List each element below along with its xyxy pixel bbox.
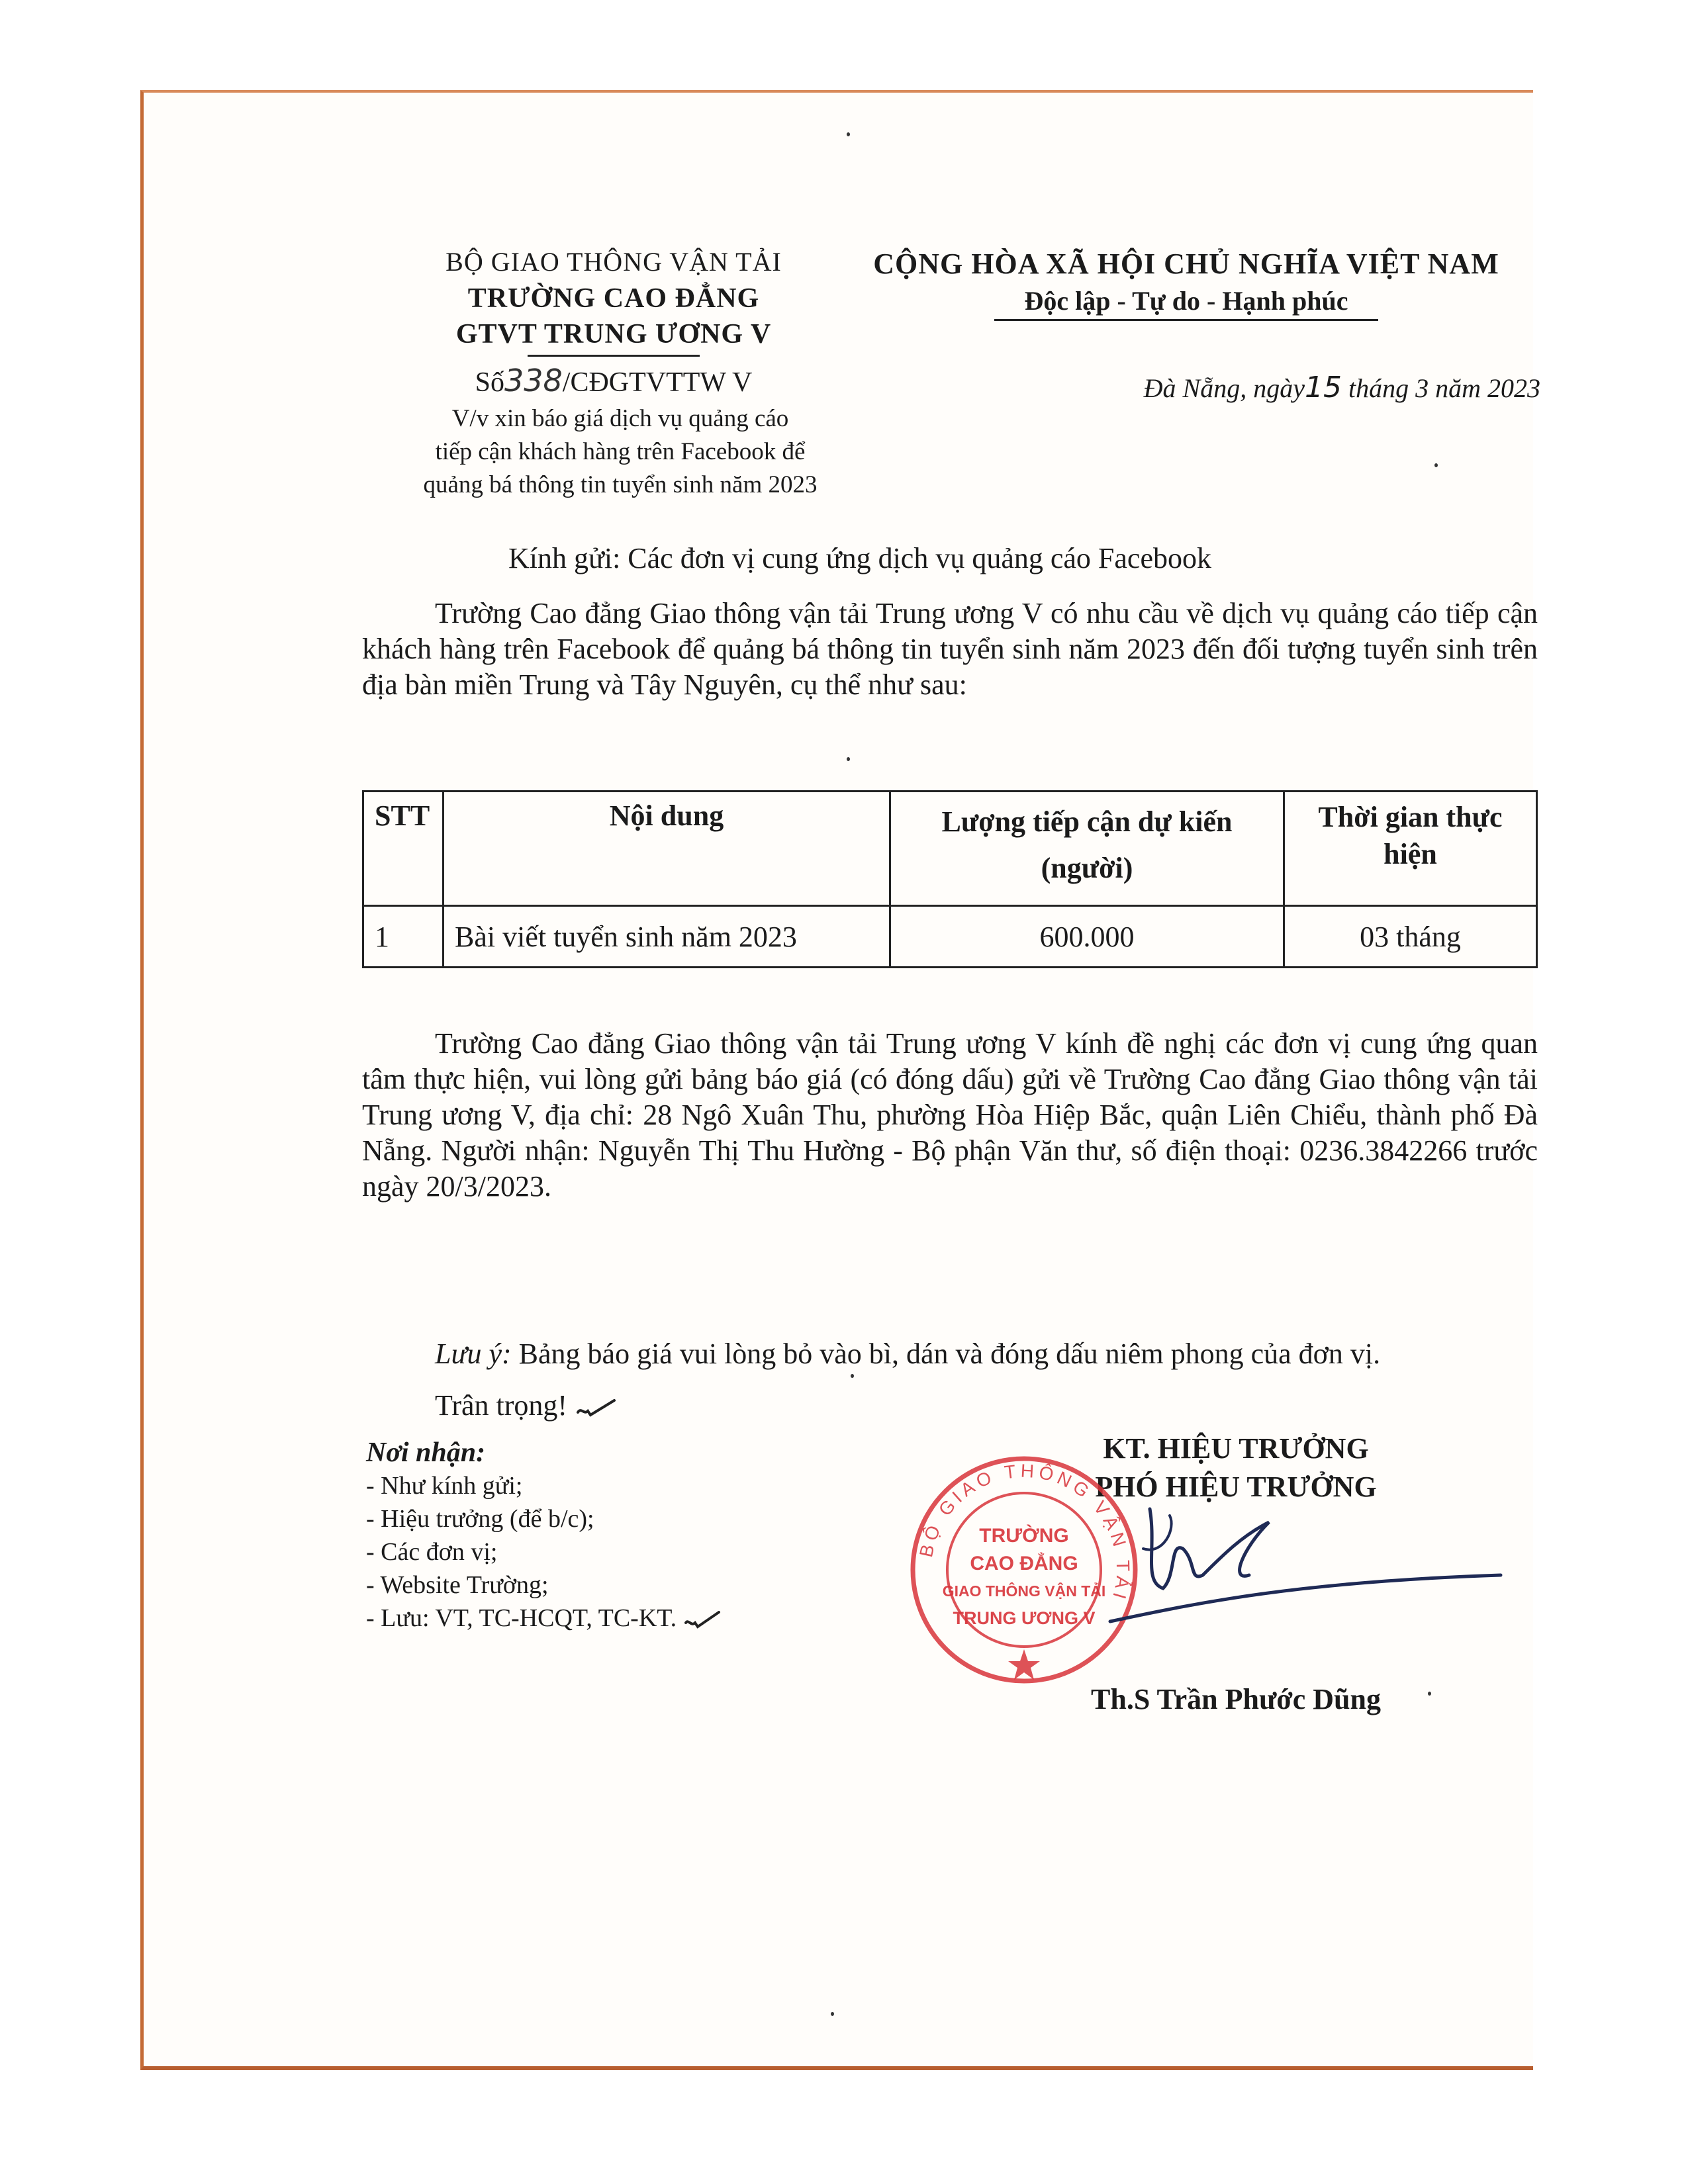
service-table (362, 790, 1538, 968)
doc-number-suffix: /CĐGTVTTW V (562, 367, 753, 398)
recipients-block (366, 1436, 896, 1635)
cell-stt: 1 (363, 906, 444, 968)
scan-speck (851, 1374, 854, 1378)
request-paragraph (362, 1026, 1538, 1205)
issuer-header (435, 244, 792, 357)
recipients-title: Nơi nhận: (366, 1437, 486, 1468)
national-header (806, 244, 1567, 321)
addressee: Kính gửi: Các đơn vị cung ứng dịch vụ quảng cáo Facebook (508, 542, 1211, 574)
doc-number-handwritten: 338 (504, 363, 563, 398)
school-name-line2: GTVT TRUNG ƯƠNG V (455, 319, 772, 349)
recipient-item: - Hiệu trưởng (để b/c); (366, 1505, 594, 1533)
scan-speck (847, 132, 850, 136)
cell-duration: 03 tháng (1284, 906, 1537, 968)
subject-line: quảng bá thông tin tuyển sinh năm 2023 (423, 471, 818, 498)
col-header-content: Nội dung (444, 792, 890, 906)
closing-text: Trân trọng! (435, 1389, 568, 1422)
note-label: Lưu ý: (435, 1338, 512, 1370)
ministry-name: BỘ GIAO THÔNG VẬN TẢI (445, 247, 782, 277)
note (362, 1337, 1538, 1371)
seal-line2: CAO ĐẲNG (970, 1553, 1078, 1574)
national-motto: Độc lập - Tự do - Hạnh phúc (1024, 286, 1348, 316)
scan-speck (831, 2012, 834, 2016)
subject-summary (395, 402, 845, 502)
table-row (363, 906, 1537, 968)
signatory-title-line1: KT. HIỆU TRƯỞNG (1103, 1432, 1369, 1465)
cell-reach: 600.000 (890, 906, 1284, 968)
seal-line4: TRUNG ƯƠNG V (953, 1608, 1096, 1628)
document-number (408, 363, 819, 398)
cell-content: Bài viết tuyển sinh năm 2023 (444, 906, 890, 968)
date-suffix: tháng 3 năm 2023 (1348, 373, 1540, 403)
handwritten-signature (1070, 1469, 1507, 1641)
seal-ring-text: BỘ GIAO THÔNG VẬN TẢI (915, 1460, 1134, 1606)
recipient-item: - Lưu: VT, TC-HCQT, TC-KT. (366, 1602, 896, 1635)
col-header-reach: Lượng tiếp cận dự kiến (người) (890, 792, 1284, 906)
nation-name: CỘNG HÒA XÃ HỘI CHỦ NGHĨA VIỆT NAM (873, 248, 1499, 280)
date-prefix: Đà Nẵng, ngày (1143, 373, 1305, 403)
date-day-handwritten: 15 (1305, 371, 1342, 404)
header-left-underline (528, 355, 700, 357)
subject-line: V/v xin báo giá dịch vụ quảng cáo (451, 405, 789, 432)
recipient-item: - Website Trường; (366, 1571, 549, 1599)
scan-speck (847, 757, 850, 761)
signatory-title-line2: PHÓ HIỆU TRƯỞNG (1095, 1471, 1377, 1503)
intro-paragraph (362, 596, 1538, 703)
signatory-name: Th.S Trần Phước Dũng (1091, 1683, 1381, 1715)
scan-speck (1428, 1692, 1431, 1696)
subject-line: tiếp cận khách hàng trên Facebook để (435, 438, 806, 465)
place-date (998, 371, 1540, 404)
motto-underline (994, 319, 1378, 321)
note-text: Bảng báo giá vui lòng bỏ vào bì, dán và đóng dấu niêm phong của đơn vị. (511, 1338, 1381, 1370)
recipient-item: - Các đơn vị; (366, 1538, 498, 1566)
intro-text: Trường Cao đẳng Giao thông vận tải Trung ương V có nhu cầu về dịch vụ quảng cáo tiếp cận khách hàng trên Facebook để quảng bá thông tin tuyển sinh năm 2023 đến đối tượng tuyển sinh trên địa bàn miền Trung và Tây Nguyên, cụ thể như sau: (362, 597, 1538, 701)
seal-line1: TRƯỜNG (979, 1525, 1069, 1547)
recipient-item: - Như kính gửi; (366, 1472, 523, 1500)
document-page (140, 90, 1540, 2070)
request-text: Trường Cao đẳng Giao thông vận tải Trung ương V kính đề nghị các đơn vị cung ứng quan tâm thực hiện, vui lòng gửi bảng báo giá (có đóng dấu) gửi về Trường Cao đẳng Giao thông vận tải Trung ương V, địa chỉ: 28 Ngô Xuân Thu, phường Hòa Hiệp Bắc, quận Liên Chiểu, thành phố Đà Nẵng. Người nhận: Nguyễn Thị Thu Hường - Bộ phận Văn thư, số điện thoại: 0236.3842266 trước ngày 20/3/2023. (362, 1027, 1538, 1203)
closing (435, 1388, 621, 1422)
seal-star-icon (1008, 1649, 1040, 1680)
initial-mark-icon (683, 1608, 723, 1632)
initial-mark-icon (575, 1395, 621, 1422)
col-header-duration: Thời gian thực hiện (1284, 792, 1537, 906)
table-header-row (363, 792, 1537, 906)
col-header-stt: STT (363, 792, 444, 906)
scan-speck (1434, 463, 1438, 467)
seal-line3: GIAO THÔNG VẬN TẢI (942, 1582, 1106, 1600)
school-name-line1: TRƯỜNG CAO ĐẲNG (467, 283, 760, 314)
doc-number-prefix: Số (475, 367, 504, 398)
